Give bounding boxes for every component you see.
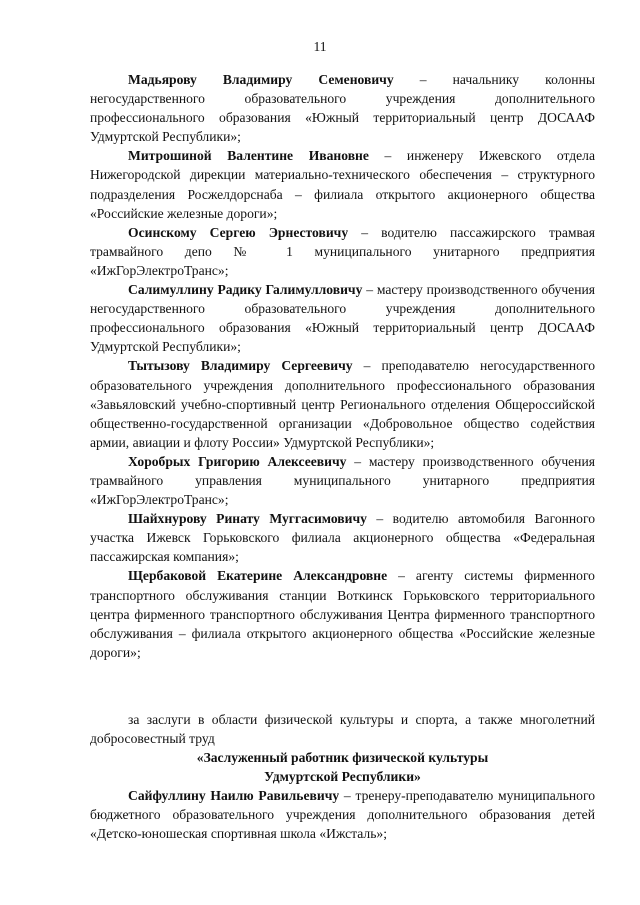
recipient-position: – агенту системы фирменного транспортного обслуживания станции Воткинск Горьковского территориального центра фирменного транспортного обслуживания Центра фирменного транспортного обслуживания – филиала открытого акционерного общества «Российские железные дороги»; [90,568,595,660]
award-entry [90,223,595,280]
recipient-name: Салимуллину Радику Галимулловичу [128,282,363,298]
award-title-line-2: Удмуртской Республики» [264,769,421,785]
award-entry [90,280,595,356]
recipient-name: Мадьярову Владимиру Семеновичу [128,72,394,87]
recipient-name: Осинскому Сергею Эрнестовичу [128,224,349,240]
recipient-position: – начальнику колонны негосударственного образовательного учреждения дополнительного профессионального образования «Южный территориальный центр ДОСААФ Удмуртской Республики»; [90,72,595,145]
recipient-position: – инженеру Ижевского отдела Нижегородской дирекции материально-технического обеспечения – структурного подразделения Росжелдорснаба – филиала открытого акционерного общества «Российские железные дороги»; [90,148,595,221]
recipient-name: Митрошиной Валентине Ивановне [128,148,369,164]
award-entry [90,356,595,451]
recipient-position: – тренеру-преподавателю муниципального бюджетного образовательного учреждения дополнительного образования детей «Детско-юношеская спортивная школа «Ижсталь»; [90,788,595,842]
award-entry [90,786,595,843]
page-number: 11 [313,39,327,54]
award-reason: за заслуги в области физической культуры и спорта, а также многолетний добросовестный труд [90,711,595,746]
recipient-name: Щербаковой Екатерине Александровне [128,568,388,584]
recipient-position: – мастеру производственного обучения трамвайного управления муниципального унитарного предприятия «ИжГорЭлектроТранс»; [90,453,595,508]
recipient-name: Хоробрых Григорию Алексеевичу [128,453,347,469]
recipient-position: – преподавателю негосударственного образовательного учреждения дополнительного профессионального образования «Завьяловский учебно-спортивный центр Регионального отделения Общероссийской общественно-государственной организации «Добровольное общество содействия армии, авиации и флоту России» Удмуртской Республики»; [90,358,595,450]
section-gap [90,662,595,710]
recipient-name: Шайхнурову Ринату Муггасимовичу [128,511,367,527]
recipient-position: – водителю автомобиля Вагонного участка Ижевск Горьковского филиала акционерного общества «Федеральная пассажирская компания»; [90,511,596,565]
recipient-position: – водителю пассажирского трамвая трамвайного депо № 1 муниципального унитарного предприятия «ИжГорЭлектроТранс»; [90,224,596,278]
document-body [90,70,595,844]
award-entry [90,70,595,146]
award-entry [90,566,595,661]
recipient-position: – мастеру производственного обучения негосударственного образовательного учреждения дополнительного профессионального образования «Южный территориальный центр ДОСААФ Удмуртской Республики»; [90,282,595,355]
award-entry [90,509,595,566]
recipient-name: Тытызову Владимиру Сергеевичу [128,358,353,374]
award-title-line-1: «Заслуженный работник физической культуры [196,750,489,766]
award-entry [90,146,595,222]
recipient-name: Сайфуллину Наилю Равильевичу [128,788,340,804]
award-entry [90,452,595,509]
